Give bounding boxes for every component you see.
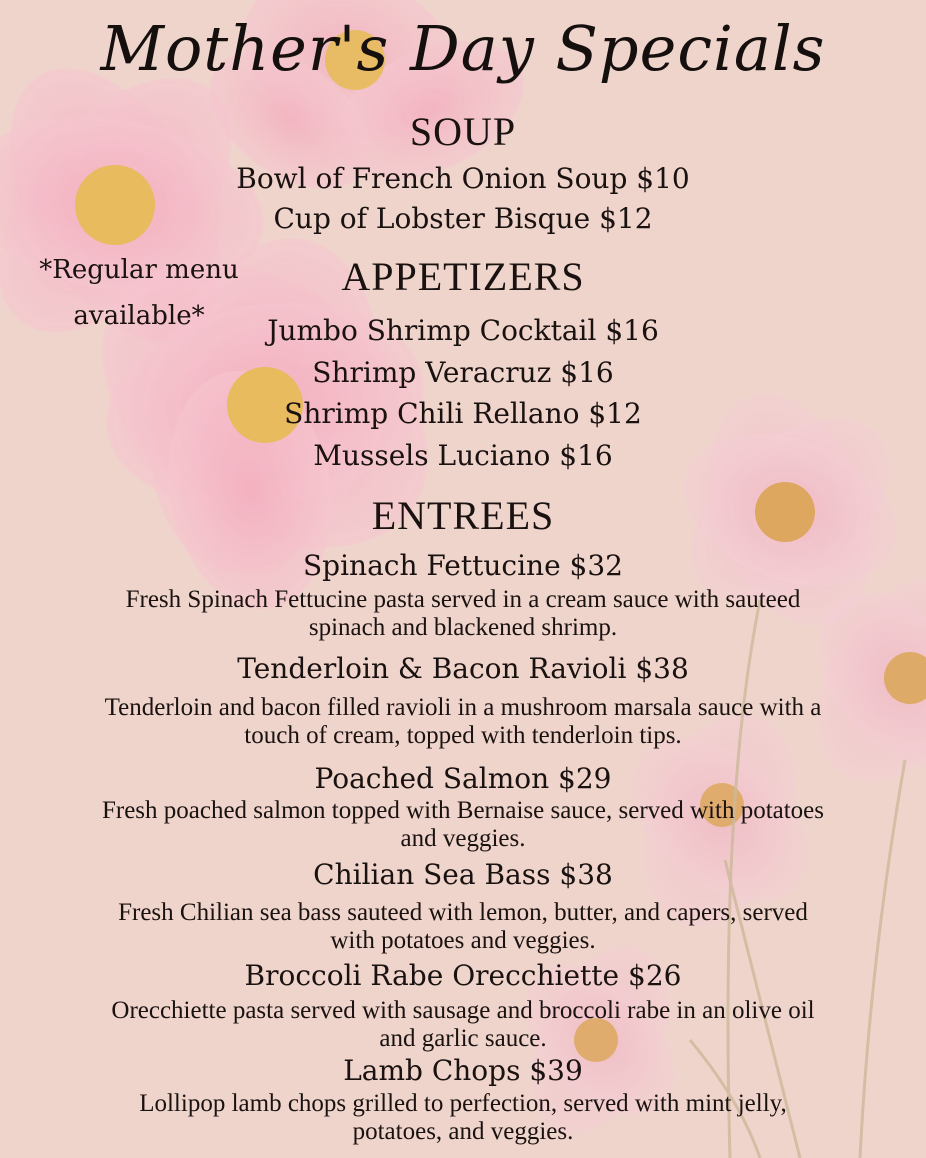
entree-description: Fresh poached salmon topped with Bernaise sauce, served with potatoes: [101, 797, 825, 824]
entree-name: Chilian Sea Bass $38: [313, 858, 613, 891]
section-heading-entrees: ENTREES: [371, 493, 555, 538]
entree-description: with potatoes and veggies.: [330, 927, 596, 954]
entree-description: Tenderloin and bacon filled ravioli in a mushroom marsala sauce with a: [104, 694, 822, 721]
entree-name: Lamb Chops $39: [343, 1054, 583, 1087]
entree-name: Broccoli Rabe Orecchiette $26: [244, 959, 682, 992]
entree-name: Tenderloin & Bacon Ravioli $38: [237, 652, 689, 685]
entree-description: potatoes, and veggies.: [352, 1118, 574, 1145]
regular-menu-note: *Regular menu available*: [39, 255, 239, 331]
menu-item: Jumbo Shrimp Cocktail $16: [267, 314, 659, 347]
entree-description: touch of cream, topped with tenderloin tips.: [244, 722, 682, 749]
entree-name: Poached Salmon $29: [314, 762, 612, 795]
section-heading-appetizers: APPETIZERS: [341, 254, 585, 299]
entree-description: Fresh Chilian sea bass sauteed with lemon, butter, and capers, served: [118, 899, 808, 926]
entree-description: and veggies.: [400, 825, 526, 852]
entree-description: and garlic sauce.: [379, 1025, 547, 1052]
entree-name: Spinach Fettucine $32: [303, 549, 623, 582]
menu-item: Shrimp Veracruz $16: [312, 356, 614, 389]
page-title: Mother's Day Specials: [100, 12, 826, 85]
entree-description: Lollipop lamb chops grilled to perfection, served with mint jelly,: [139, 1090, 787, 1117]
menu-item: Cup of Lobster Bisque $12: [273, 202, 653, 235]
entree-description: Fresh Spinach Fettucine pasta served in a cream sauce with sauteed: [125, 586, 801, 613]
menu-item: Bowl of French Onion Soup $10: [236, 162, 690, 195]
menu-item: Mussels Luciano $16: [313, 439, 613, 472]
section-heading-soup: SOUP: [409, 109, 517, 154]
menu-item: Shrimp Chili Rellano $12: [284, 397, 642, 430]
entree-description: Orecchiette pasta served with sausage and broccoli rabe in an olive oil: [111, 997, 815, 1024]
entree-description: spinach and blackened shrimp.: [308, 614, 618, 641]
